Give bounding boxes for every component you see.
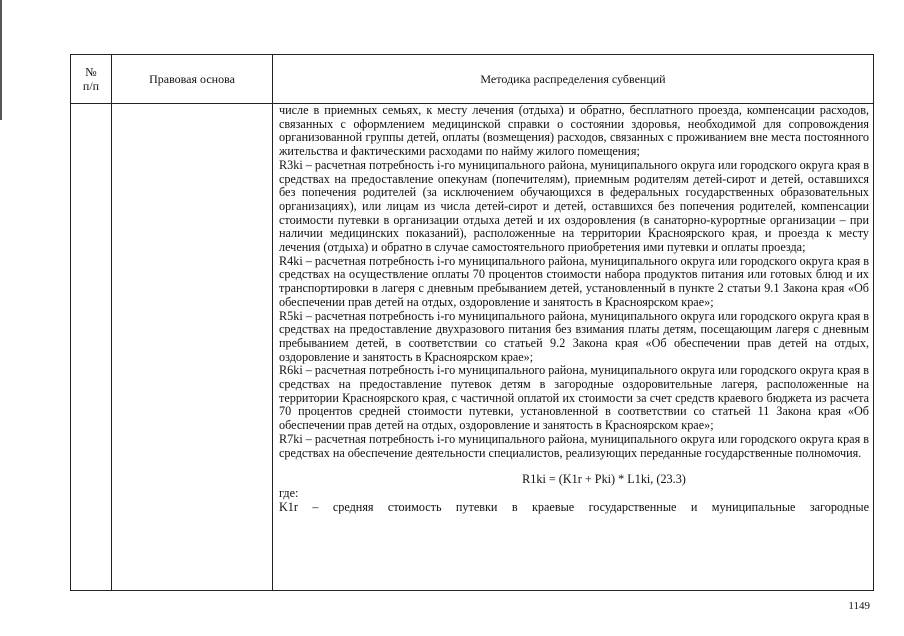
paragraph-r4ki: R4ki – расчетная потребность i-го муниципального района, муниципального округа или городского округа края в средствах на осуществление оплаты 70 процентов стоимости набора продуктов питания или готовых блюд и их транспортировки в лагеря с дневным пребыванием детей, установленный в пункте 2 статьи 9.1 Закона края «Об обеспечении прав детей на отдых, оздоровление и занятость в Красноярском крае»; (279, 253, 869, 309)
table-header-row (71, 55, 874, 104)
paragraph-r3ki: R3ki – расчетная потребность i-го муниципального района, муниципального округа или городского округа края в средствах на предоставление опекунам (попечителям), приемным родителям детей-сирот и детей, оставшихся без попечения родителей (за исключением обучающихся в федеральных государственных образовательных организациях), или лицам из числа детей-сирот и детей, оставшихся без попечения родителей, компенсации стоимости путевки в организации отдыха детей и их оздоровления (в санаторно-курортные организации – при наличии медицинских показаний), расположенные на территории Красноярского края, и проезда к месту лечения (отдыха) и обратно в случае самостоятельного приобретения ими путевки и оплаты проезда; (279, 157, 869, 255)
header-number (71, 55, 112, 104)
paragraph-continuation: числе в приемных семьях, к месту лечения (отдыха) и обратно, бесплатного проезда, компенсации расходов, связанных с оформлением медицинской справки о состоянии здоровья, необходимой для сопровождения организованной группы детей, оплаты (возмещения) расходов, связанных с проживанием вне места постоянного жительства и фактическими расходами по найму жилого помещения; (279, 103, 869, 159)
subvention-table (70, 54, 874, 591)
paragraph-r6ki: R6ki – расчетная потребность i-го муниципального района, муниципального округа или городского округа края в средствах на предоставление путевок детям в загородные оздоровительные лагеря, расположенные на территории Красноярского края, с частичной оплатой их стоимости за счет средств краевого бюджета из расчета 70 процентов средней стоимости путевки, установленной в соответствии со статьей 11 Закона края «Об обеспечении прав детей на отдых, оздоровление и занятость в Красноярском крае»; (279, 363, 869, 433)
margin-rule (0, 0, 2, 120)
paragraph-r7ki: R7ki – расчетная потребность i-го муниципального района, муниципального округа или городского округа края в средствах на обеспечение деятельности специалистов, реализующих переданные государственные полномочия. (279, 431, 869, 460)
cell-method (273, 104, 874, 591)
header-legal-basis: Правовая основа (112, 55, 273, 104)
formula-23-3: R1ki = (K1r + Pki) * L1ki, (23.3) (522, 472, 686, 487)
header-number-abbr: п/п (82, 79, 100, 93)
paragraph-r5ki: R5ki – расчетная потребность i-го муниципального района, муниципального округа или городского округа края в средствах на предоставление двухразового питания без взимания платы детям, посещающим лагеря с дневным пребыванием детей, в соответствии со статьей 9.2 Закона края «Об обеспечении прав детей на отдых, оздоровление и занятость в Красноярском крае»; (279, 308, 869, 364)
page-number: 1149 (848, 600, 870, 612)
header-number-symbol: № (85, 65, 97, 79)
where-label: где: (279, 485, 299, 500)
cell-number (71, 104, 112, 591)
table-row (71, 104, 874, 591)
cell-legal-basis (112, 104, 273, 591)
paragraph-k1r: K1r – средняя стоимость путевки в краевые государственные и муниципальные загородные (279, 499, 869, 514)
header-distribution-method: Методика распределения субвенций (273, 55, 874, 104)
